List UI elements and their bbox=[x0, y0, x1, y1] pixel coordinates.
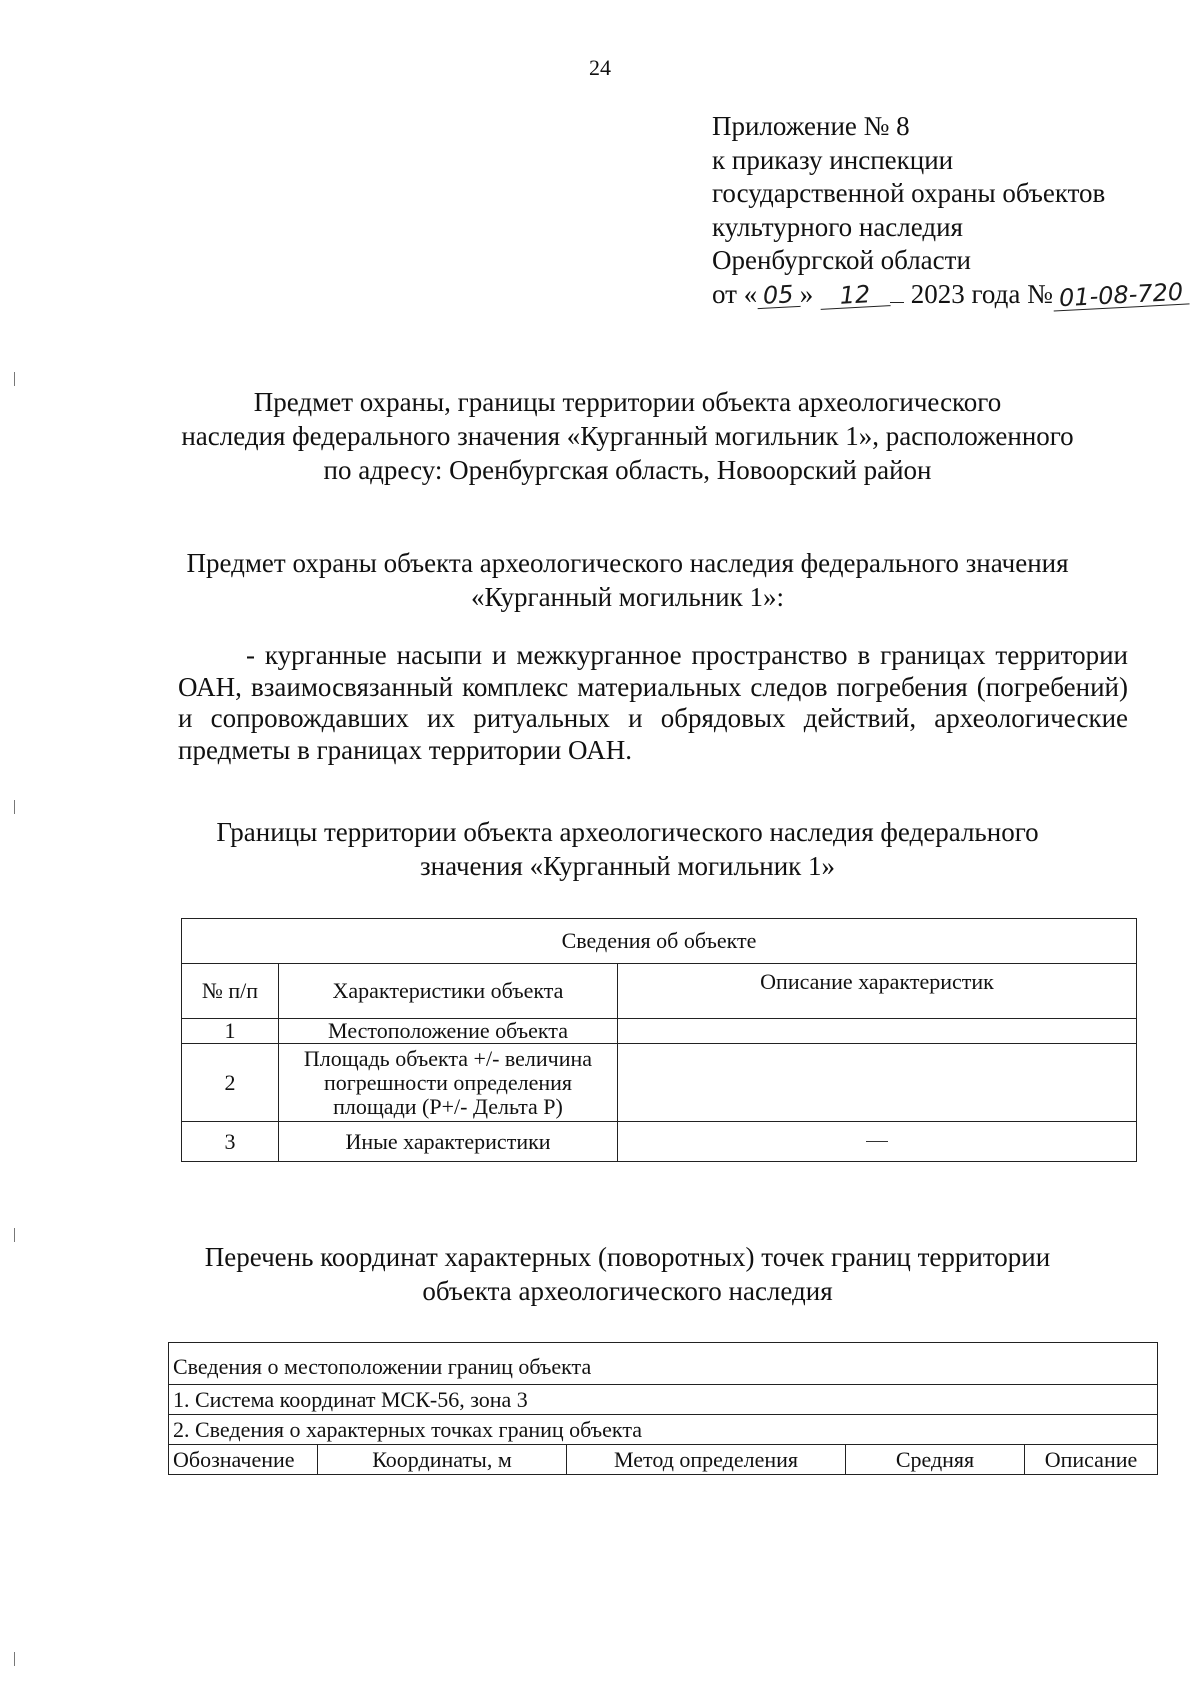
coordinates-heading-line: Перечень координат характерных (поворотных) точек границ территории bbox=[204, 1242, 1051, 1272]
subject-heading bbox=[140, 546, 1115, 614]
subject-heading-line: Предмет охраны объекта археологического наследия федерального значения bbox=[186, 548, 1069, 578]
quote-close: » bbox=[799, 278, 814, 309]
row-description bbox=[618, 1019, 1137, 1044]
coordinates-table bbox=[168, 1342, 1158, 1475]
table-row bbox=[182, 1019, 1137, 1044]
coordinates-heading bbox=[140, 1240, 1115, 1308]
table-row bbox=[182, 1044, 1137, 1122]
row-number: 1 bbox=[182, 1019, 279, 1044]
year-text: 2023 года № bbox=[910, 278, 1053, 309]
row-characteristic: Иные характеристики bbox=[279, 1122, 618, 1162]
subject-heading-line: «Курганный могильник 1»: bbox=[471, 582, 784, 612]
column-header: Характеристики объекта bbox=[279, 964, 618, 1019]
appendix-line: к приказу инспекции bbox=[712, 144, 954, 175]
page-number: 24 bbox=[589, 55, 611, 80]
subject-paragraph: - курганные насыпи и межкурганное пространство в границах территории ОАН, взаимосвязанный комплекс материальных следов погребения (погребений) и сопровождавших их ритуальных и обрядовых действий, археологические предметы в границах территории ОАН. bbox=[178, 640, 1128, 765]
location-info-row: Сведения о местоположении границ объекта bbox=[169, 1343, 1158, 1385]
handwritten-day: 05 bbox=[757, 281, 801, 308]
order-date-line bbox=[712, 278, 1189, 312]
column-header: Координаты, м bbox=[318, 1445, 567, 1475]
column-header: Средняя bbox=[846, 1445, 1025, 1475]
appendix-line: государственной охраны объектов bbox=[712, 178, 1106, 208]
row-description bbox=[618, 1122, 1137, 1162]
date-prefix: от « bbox=[712, 278, 758, 309]
row-number: 3 bbox=[182, 1122, 279, 1162]
coordinate-system-row: 1. Система координат МСК-56, зона 3 bbox=[169, 1385, 1158, 1415]
scan-margin-mark bbox=[14, 1652, 19, 1666]
row-description bbox=[618, 1044, 1137, 1122]
title-line: наследия федерального значения «Курганный могильник 1», расположенного bbox=[181, 421, 1074, 451]
handwritten-month: 12 bbox=[819, 281, 890, 310]
scan-margin-mark bbox=[14, 1228, 19, 1242]
title-line: Предмет охраны, границы территории объекта археологического bbox=[253, 387, 1002, 417]
title-line: по адресу: Оренбургская область, Новоорский район bbox=[323, 455, 932, 485]
column-header: Описание bbox=[1025, 1445, 1158, 1475]
row-number: 2 bbox=[182, 1044, 279, 1122]
column-header: Метод определения bbox=[567, 1445, 846, 1475]
appendix-block bbox=[712, 110, 1189, 311]
column-header: Описание характеристик bbox=[618, 964, 1137, 1019]
boundaries-heading-line: значения «Курганный могильник 1» bbox=[419, 851, 836, 881]
column-header: Обозначение bbox=[169, 1445, 318, 1475]
appendix-line: Приложение № 8 bbox=[712, 111, 910, 141]
appendix-line: Оренбургской области bbox=[712, 245, 971, 275]
coordinates-heading-line: объекта археологического наследия bbox=[422, 1276, 833, 1306]
object-info-table bbox=[181, 918, 1137, 1162]
handwritten-order-number: 01-08-720 bbox=[1052, 279, 1189, 311]
scan-margin-mark bbox=[14, 372, 19, 386]
appendix-line: культурного наследия bbox=[712, 211, 963, 242]
document-title bbox=[140, 385, 1115, 487]
boundaries-heading-line: Границы территории объекта археологического наследия федерального bbox=[216, 817, 1039, 847]
boundary-points-row: 2. Сведения о характерных точках границ объекта bbox=[169, 1415, 1158, 1445]
scan-margin-mark bbox=[14, 800, 19, 814]
row-characteristic: Площадь объекта +/- величина погрешности определения площади (P+/- Дельта P) bbox=[279, 1044, 618, 1122]
object-table-title: Сведения об объекте bbox=[182, 919, 1137, 964]
table-row bbox=[182, 1122, 1137, 1162]
column-header: № п/п bbox=[182, 964, 279, 1019]
dash-mark bbox=[866, 1141, 888, 1142]
month-underline bbox=[890, 302, 904, 303]
boundaries-heading bbox=[140, 815, 1115, 883]
row-characteristic: Местоположение объекта bbox=[279, 1019, 618, 1044]
